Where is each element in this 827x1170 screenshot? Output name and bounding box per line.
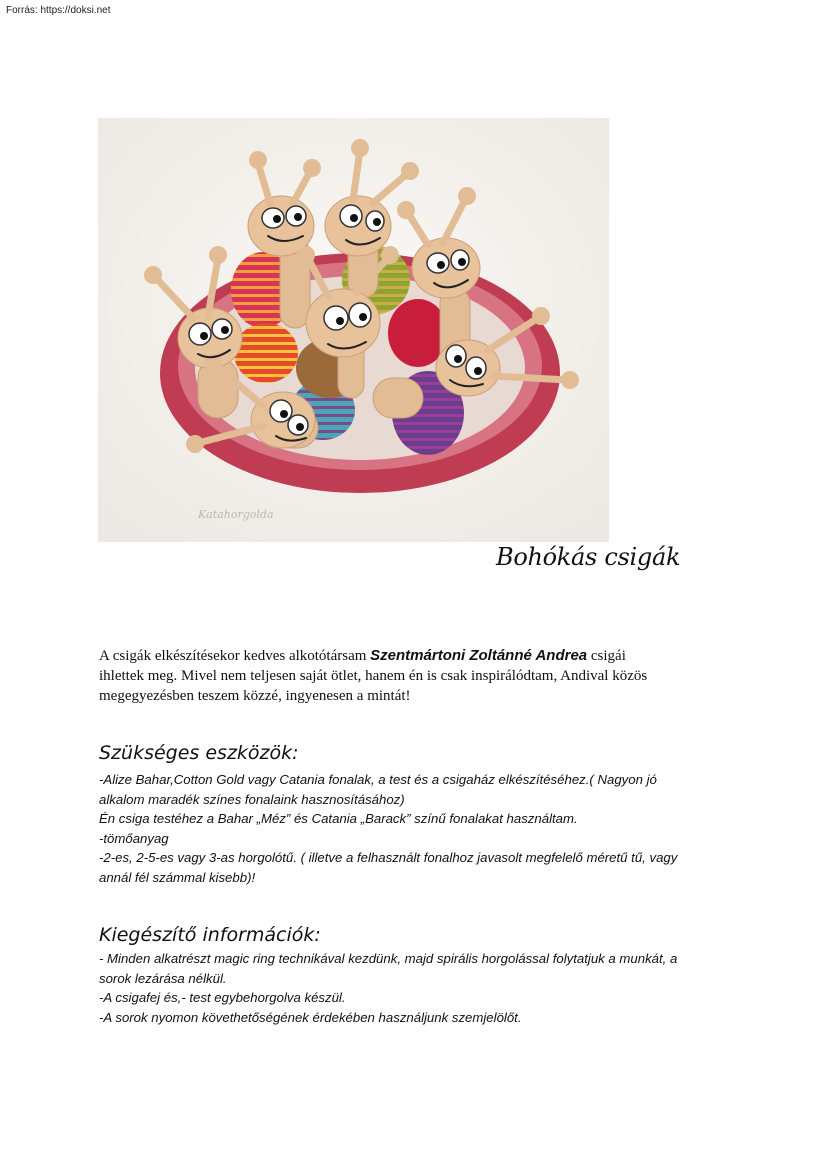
tools-line: alkalom maradék színes fonalaink hasznosításához) — [99, 791, 405, 807]
tools-heading: Szükséges eszközök: — [99, 742, 299, 764]
intro-line-3: megegyezésben teszem közzé, ingyenesen a mintát! — [99, 688, 411, 704]
source-label: Forrás: https://doksi.net — [6, 5, 111, 16]
tools-line: -tömőanyag — [99, 830, 169, 846]
info-line: -A sorok nyomon követhetőségének érdekében használjunk szemjelölőt. — [99, 1009, 522, 1025]
intro-line-1 — [99, 646, 739, 666]
info-heading: Kiegészítő információk: — [99, 924, 321, 946]
tools-line: -2-es, 2-5-es vagy 3-as horgolótű. ( illetve a felhasznált fonalhoz javasolt megfelelő méretű tű, vagy — [99, 850, 678, 865]
info-line: sorok lezárása nélkül. — [99, 970, 227, 986]
info-list — [99, 949, 719, 1027]
intro-text-before-author: A csigák elkészítésekor kedves alkotótársam — [99, 648, 371, 664]
tools-line: Én csiga testéhez a Bahar „Méz” és Catania „Barack” színű fonalakat használtam. — [99, 811, 578, 826]
tools-list — [99, 770, 719, 887]
info-line: - Minden alkatrészt magic ring technikával kezdünk, majd spirális horgolással folytatjuk a munkát, a — [99, 951, 678, 966]
intro-paragraph — [99, 646, 739, 706]
crochet-snails-photo — [98, 118, 609, 542]
tools-line: annál fél számmal kisebb)! — [99, 869, 256, 885]
page-title: Bohókás csigák — [496, 543, 681, 571]
intro-text-after-author: csigái — [587, 648, 626, 664]
tools-line: -Alize Bahar,Cotton Gold vagy Catania fonalak, a test és a csigaház elkészítéséhez.( Nagyon jó — [99, 772, 657, 787]
author-name: Szentmártoni Zoltánné Andrea — [370, 647, 588, 664]
intro-line-2: ihlettek meg. Mivel nem teljesen saját ötlet, hanem én is csak inspirálódtam, Andival közös — [99, 668, 648, 684]
snails-in-basket-image — [98, 118, 609, 542]
info-line: -A csigafej és,- test egybehorgolva készül. — [99, 990, 346, 1005]
photo-watermark: Katahorgolda — [198, 508, 274, 521]
